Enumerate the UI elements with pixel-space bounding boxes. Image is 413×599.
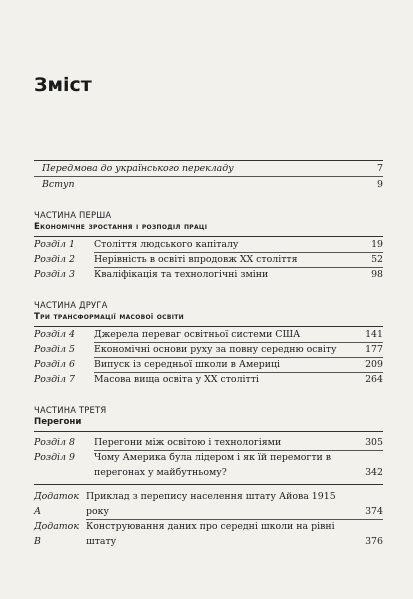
toc-entry-appendix[interactable] xyxy=(34,519,383,549)
chapter-label: Розділ 4 xyxy=(34,329,75,340)
entry-page: 264 xyxy=(365,374,383,385)
entry-page: 98 xyxy=(371,269,383,280)
toc-entry-intro[interactable] xyxy=(34,176,383,192)
entry-page: 209 xyxy=(365,359,383,370)
chapter-label: Розділ 3 xyxy=(34,269,75,280)
toc-entry-chapter[interactable] xyxy=(34,435,383,450)
toc-entry-chapter[interactable] xyxy=(34,267,383,282)
chapter-label: Розділ 5 xyxy=(34,344,75,355)
chapter-label: Розділ 9 xyxy=(34,452,75,463)
entry-title: Джерела переваг освітньої системи США xyxy=(94,329,301,340)
chapter-label: Розділ 6 xyxy=(34,359,75,370)
toc-entry-chapter[interactable] xyxy=(34,327,383,342)
entry-page: 305 xyxy=(365,437,383,448)
toc-entry-chapter[interactable] xyxy=(34,252,383,267)
entry-title: Конструювання даних про середні школи на рівні штату xyxy=(86,521,335,547)
part-title: Економічне зростання і розподіл праці xyxy=(34,222,208,232)
entry-title: Приклад з перепису населення штату Айова 1915 року xyxy=(86,491,336,517)
entry-page: 9 xyxy=(377,179,383,190)
entry-page: 177 xyxy=(365,344,383,355)
part-title: Три трансформації масової освіти xyxy=(34,312,184,322)
entry-page: 7 xyxy=(377,163,383,174)
entry-page: 342 xyxy=(365,467,383,478)
table-of-contents xyxy=(34,160,383,549)
bleed-through-text xyxy=(250,40,400,150)
entry-title: Кваліфікація та технологічні зміни xyxy=(94,269,269,280)
entry-page: 52 xyxy=(371,254,383,265)
toc-entry-chapter[interactable] xyxy=(34,450,383,480)
part-label: ЧАСТИНА ТРЕТЯ xyxy=(34,405,107,415)
part-label: ЧАСТИНА ПЕРША xyxy=(34,210,112,220)
toc-entry-appendix[interactable] xyxy=(34,489,383,519)
toc-entry-chapter[interactable] xyxy=(34,237,383,252)
chapter-label: Розділ 8 xyxy=(34,437,75,448)
toc-entry-chapter[interactable] xyxy=(34,342,383,357)
page-title: Зміст xyxy=(34,74,92,96)
entry-page: 374 xyxy=(365,506,383,517)
entry-page: 141 xyxy=(365,329,383,340)
entry-title: Економічні основи руху за повну середню освіту xyxy=(94,344,337,355)
appendix-label: Додаток В xyxy=(34,521,79,547)
part-label: ЧАСТИНА ДРУГА xyxy=(34,300,108,310)
toc-entry-foreword[interactable] xyxy=(34,161,383,176)
entry-title: Масова вища освіта у XX столітті xyxy=(94,374,259,385)
entry-title: Вступ xyxy=(42,179,75,190)
appendix-rule xyxy=(34,484,383,485)
appendix-label: Додаток А xyxy=(34,491,79,517)
entry-title: Століття людського капіталу xyxy=(94,239,239,250)
chapter-label: Розділ 7 xyxy=(34,374,75,385)
chapter-label: Розділ 1 xyxy=(34,239,75,250)
part-title: Перегони xyxy=(34,417,82,427)
entry-title: Перегони між освітою і технологіями xyxy=(94,437,282,448)
entry-page: 19 xyxy=(371,239,383,250)
entry-title: Випуск із середньої школи в Америці xyxy=(94,359,281,370)
entry-title: Нерівність в освіті впродовж XX століття xyxy=(94,254,298,265)
entry-title: Передмова до українського перекладу xyxy=(42,163,234,174)
entry-title: Чому Америка була лідером і як їй перемогти в перегонах у майбутньому? xyxy=(94,452,332,478)
toc-entry-chapter[interactable] xyxy=(34,357,383,372)
part-rule xyxy=(34,431,383,432)
toc-entry-chapter[interactable] xyxy=(34,372,383,387)
chapter-label: Розділ 2 xyxy=(34,254,75,265)
entry-page: 376 xyxy=(365,536,383,547)
